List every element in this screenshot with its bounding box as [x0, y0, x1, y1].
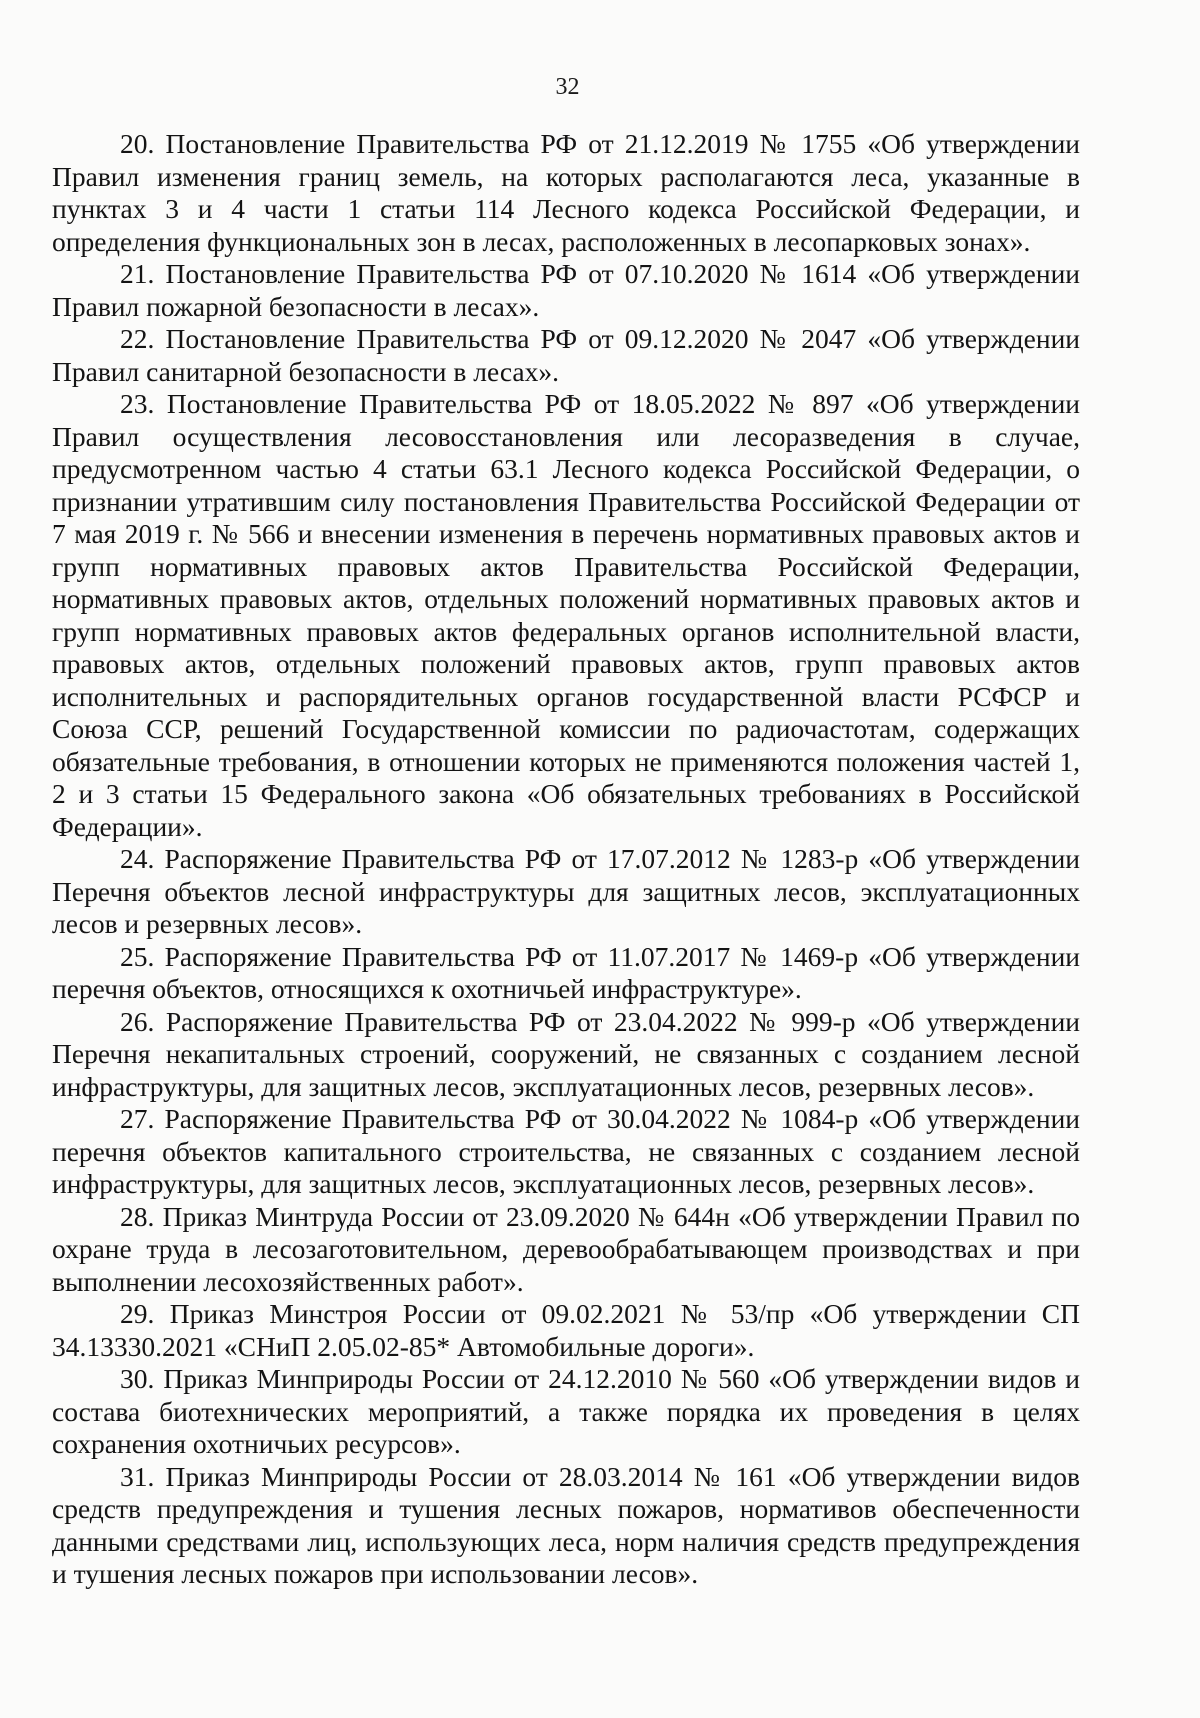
- list-item-24: [52, 843, 1080, 941]
- legal-acts-list: [52, 128, 1080, 1591]
- item-number: 31.: [120, 1460, 155, 1492]
- item-text: Приказ Минстроя России от 09.02.2021 № 53/пр «Об утверждении СП 34.13330.2021 «СНиП 2.05.02-85* Автомобильные дороги».: [52, 1298, 1081, 1362]
- item-text: Приказ Минприроды России от 24.12.2010 № 560 «Об утверждении видов и состава биотехнических мероприятий, а также порядка их проведения в целях сохранения охотничьих ресурсов».: [52, 1363, 1080, 1459]
- item-number: 30.: [120, 1363, 155, 1394]
- item-number: 22.: [120, 323, 155, 354]
- item-text: Постановление Правительства РФ от 18.05.2022 № 897 «Об утверждении Правил осуществления лесовосстановления или лесоразведения в случае, предусмотренном частью 4 статьи 63.1 Лесного кодекса Российской Федерации, о признании утратившим силу постановления Правительства Российской Федерации от 7 мая 2019 г. № 566 и внесении изменения в перечень нормативных правовых актов и групп нормативных правовых актов Правительства Российской Федерации, нормативных правовых актов, отдельных положений нормативных правовых актов и групп нормативных правовых актов федеральных органов исполнительной власти, правовых актов, отдельных положений правовых актов, групп правовых актов исполнительных и распорядительных органов государственной власти РСФСР и Союза ССР, решений Государственной комиссии по радиочастотам, содержащих обязательные требования, в отношении которых не применяются положения частей 1, 2 и 3 статьи 15 Федерального закона «Об обязательных требованиях в Российской Федерации».: [52, 388, 1081, 842]
- item-text: Распоряжение Правительства РФ от 11.07.2017 № 1469-р «Об утверждении перечня объектов, относящихся к охотничьей инфраструктуре».: [52, 940, 1080, 1004]
- item-number: 20.: [120, 128, 155, 159]
- item-text: Приказ Минтруда России от 23.09.2020 № 644н «Об утверждении Правил по охране труда в лесозаготовительном, деревообрабатывающем производствах и при выполнении лесохозяйственных работ».: [52, 1200, 1081, 1297]
- list-item-27: [52, 1103, 1080, 1201]
- list-item-21: [52, 258, 1080, 323]
- item-text: Постановление Правительства РФ от 07.10.2020 № 1614 «Об утверждении Правил пожарной безопасности в лесах».: [52, 258, 1081, 322]
- item-number: 26.: [120, 1005, 155, 1037]
- item-text: Постановление Правительства РФ от 21.12.2019 № 1755 «Об утверждении Правил изменения границ земель, на которых располагаются леса, указанные в пунктах 3 и 4 части 1 статьи 114 Лесного кодекса Российской Федерации, и определения функциональных зон в лесах, расположенных в лесопарковых зонах».: [52, 128, 1081, 257]
- item-number: 24.: [120, 843, 155, 874]
- item-number: 21.: [120, 258, 155, 289]
- item-text: Приказ Минприроды России от 28.03.2014 № 161 «Об утверждении видов средств предупреждения и тушения лесных пожаров, нормативов обеспеченности данными средствами лиц, использующих леса, норм наличия средств предупреждения и тушения лесных пожаров при использовании лесов».: [52, 1460, 1081, 1589]
- item-text: Постановление Правительства РФ от 09.12.2020 № 2047 «Об утверждении Правил санитарной безопасности в лесах».: [52, 323, 1081, 387]
- item-text: Распоряжение Правительства РФ от 23.04.2022 № 999-р «Об утверждении Перечня некапитальных строений, сооружений, не связанных с созданием лесной инфраструктуры, для защитных лесов, эксплуатационных лесов, резервных лесов».: [52, 1005, 1080, 1102]
- item-text: Распоряжение Правительства РФ от 17.07.2012 № 1283-р «Об утверждении Перечня объектов лесной инфраструктуры для защитных лесов, эксплуатационных лесов и резервных лесов».: [52, 843, 1080, 939]
- item-number: 29.: [120, 1298, 155, 1329]
- list-item-26: [52, 1006, 1080, 1104]
- item-text: Распоряжение Правительства РФ от 30.04.2022 № 1084-р «Об утверждении перечня объектов капитального строительства, не связанных с созданием лесной инфраструктуры, для защитных лесов, эксплуатационных лесов, резервных лесов».: [52, 1103, 1080, 1199]
- list-item-23: [52, 388, 1080, 843]
- item-number: 28.: [120, 1200, 155, 1232]
- list-item-25: [52, 941, 1080, 1006]
- list-item-22: [52, 323, 1080, 388]
- list-item-31: [52, 1461, 1080, 1591]
- list-item-28: [52, 1201, 1080, 1299]
- list-item-29: [52, 1298, 1080, 1363]
- item-number: 23.: [120, 388, 155, 419]
- item-number: 25.: [120, 940, 155, 972]
- list-item-30: [52, 1363, 1080, 1461]
- item-number: 27.: [120, 1103, 155, 1134]
- page-number: 32: [555, 74, 580, 100]
- list-item-20: [52, 128, 1080, 258]
